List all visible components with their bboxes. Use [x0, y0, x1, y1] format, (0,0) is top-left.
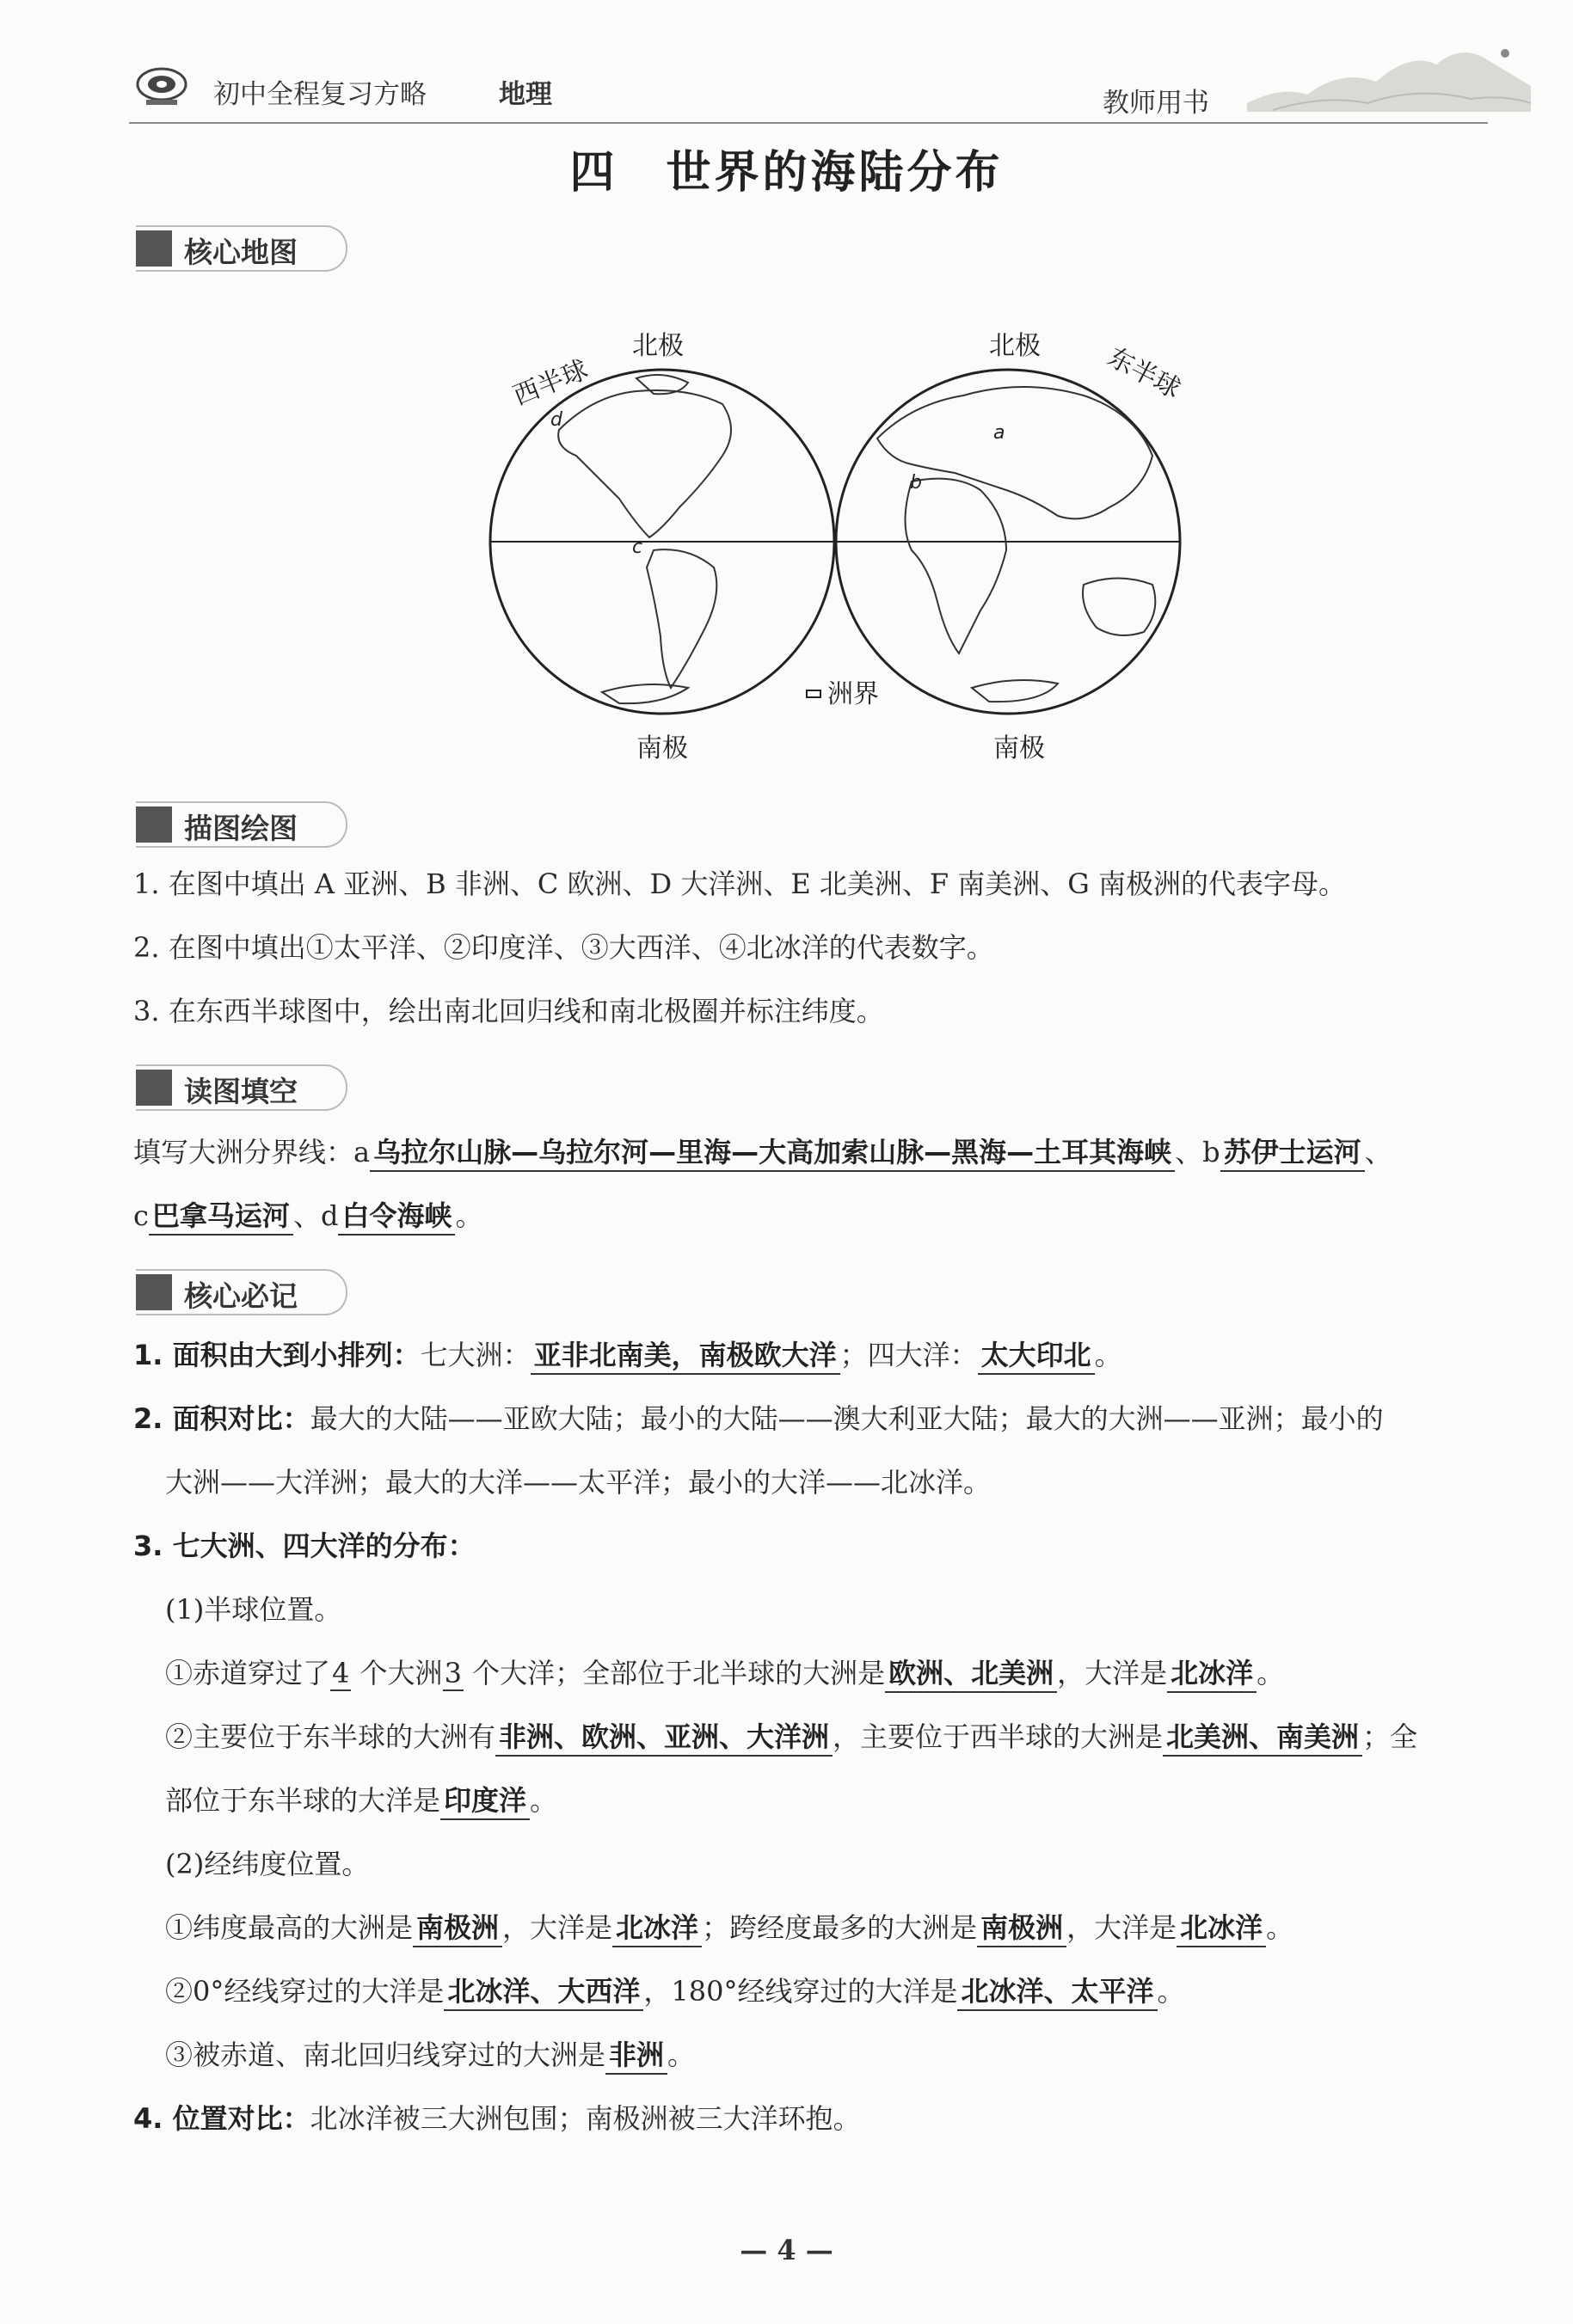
read-line-2: c 巴拿马运河 、d 白令海峡 。 — [133, 1199, 482, 1233]
memo-item-4: ②0°经线穿过的大洋是 北冰洋、大西洋 ，180°经线穿过的大洋是 北冰洋、太平洋 。 — [165, 1974, 1185, 2008]
marker-a: a — [993, 422, 1005, 444]
book-title: 初中全程复习方略 — [213, 79, 427, 110]
section-marker-icon — [136, 1274, 172, 1310]
draw-task-1: 1. 在图中填出 A 亚洲、B 非洲、C 欧洲、D 大洋洲、E 北美洲、F 南美洲、G 南极洲的代表字母。 — [133, 868, 1346, 900]
marker-d: d — [550, 409, 562, 431]
section-marker-icon — [136, 806, 172, 843]
memo-point-1: 1. 面积由大到小排列：七大洲： 亚非北南美，南极欧大洋 ；四大洋： 太大印北 。 — [133, 1338, 1122, 1372]
subject-label: 地理 — [499, 79, 552, 110]
south-pole-left-label: 南极 — [636, 733, 688, 763]
memo-point-4: 4. 位置对比：北冰洋被三大洲包围；南极洲被三大洋环抱。 — [133, 2102, 861, 2135]
memo-item-1: ①赤道穿过了4 个大洲3 个大洋；全部位于北半球的大洲是 欧洲、北美洲 ，大洋是 北冰洋 。 — [165, 1656, 1284, 1690]
memo-point-3: 3. 七大洲、四大洋的分布： — [133, 1530, 476, 1562]
section-read — [136, 1064, 347, 1111]
south-pole-right-label: 南极 — [993, 733, 1045, 763]
page-title: 四 世界的海陆分布 — [569, 146, 1004, 199]
answer-b: 苏伊士运河 — [1220, 1136, 1365, 1172]
eastern-hemisphere-label: 东半球 — [1103, 341, 1185, 405]
hemisphere-map — [464, 310, 1204, 774]
memo-item-2: ②主要位于东半球的大洲有 非洲、欧洲、亚洲、大洋洲 ，主要位于西半球的大洲是 北美洲、南美洲 ；全 — [165, 1720, 1417, 1754]
memo-point-2: 2. 面积对比：最大的大陆——亚欧大陆；最小的大陆——澳大利亚大陆；最大的大洲——亚洲；最小的 — [133, 1402, 1384, 1435]
western-hemisphere-label: 西半球 — [509, 354, 593, 412]
section-memo — [136, 1269, 347, 1315]
page-number: — 4 — — [740, 2234, 833, 2266]
north-pole-left-label: 北极 — [632, 331, 684, 361]
section-title: 读图填空 — [184, 1075, 298, 1108]
draw-task-3: 3. 在东西半球图中，绘出南北回归线和南北极圈并标注纬度。 — [133, 995, 884, 1027]
section-marker-icon — [136, 230, 172, 267]
section-core-map — [136, 225, 347, 272]
memo-sub-2: (2)经纬度位置。 — [165, 1848, 370, 1880]
marker-c: c — [632, 537, 643, 558]
answer-a: 乌拉尔山脉—乌拉尔河—里海—大高加索山脉—黑海—土耳其海峡 — [370, 1136, 1175, 1172]
memo-item-5: ③被赤道、南北回归线穿过的大洲是 非洲 。 — [165, 2038, 695, 2072]
memo-item-3: ①纬度最高的大洲是 南极洲 ，大洋是 北冰洋 ；跨经度最多的大洲是 南极洲 ，大洋是 北冰洋 。 — [165, 1910, 1293, 1945]
mountain-decoration-icon — [1247, 34, 1531, 129]
draw-task-2: 2. 在图中填出①太平洋、②印度洋、③大西洋、④北冰洋的代表数字。 — [133, 931, 994, 964]
north-america-shape — [558, 390, 731, 537]
australia-shape — [1083, 579, 1155, 636]
edition-label: 教师用书 — [1103, 88, 1209, 119]
section-title: 核心必记 — [184, 1279, 298, 1313]
marker-b: b — [910, 472, 922, 494]
eurasia-shape — [877, 387, 1152, 518]
africa-shape — [906, 479, 1007, 653]
answer-d: 白令海峡 — [338, 1199, 455, 1236]
continent-boundary-legend-icon — [807, 690, 820, 697]
memo-item-2-cont: 部位于东半球的大洋是 印度洋 。 — [165, 1783, 557, 1818]
section-marker-icon — [136, 1070, 172, 1106]
south-america-shape — [647, 549, 716, 688]
memo-sub-1: (1)半球位置。 — [165, 1593, 342, 1626]
section-title: 描图绘图 — [184, 812, 298, 845]
answer-c: 巴拿马运河 — [149, 1199, 293, 1236]
section-draw — [136, 801, 347, 848]
book-logo-icon — [134, 65, 189, 107]
legend-label: 洲界 — [827, 679, 879, 709]
section-title: 核心地图 — [184, 236, 298, 269]
north-pole-right-label: 北极 — [989, 331, 1041, 361]
memo-point-2-cont: 大洲——大洋洲；最大的大洋——太平洋；最小的大洋——北冰洋。 — [165, 1466, 992, 1499]
read-line-1: 填写大洲分界线：a 乌拉尔山脉—乌拉尔河—里海—大高加索山脉—黑海—土耳其海峡 、b 苏伊士运河 、 — [133, 1135, 1392, 1169]
